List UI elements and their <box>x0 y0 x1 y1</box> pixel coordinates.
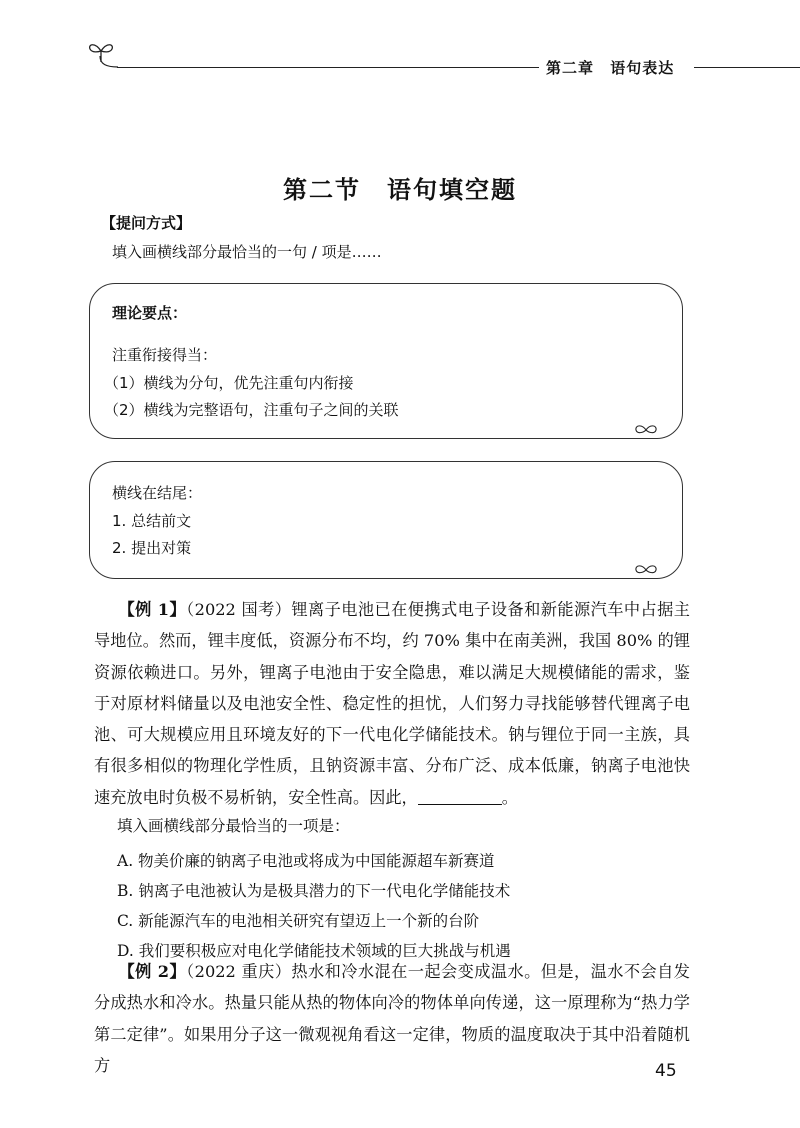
example-1-end: 。 <box>501 787 518 807</box>
header-rule-left-curve <box>98 56 118 70</box>
theory-heading: 理论要点： <box>112 304 188 322</box>
theory-line: （1）横线为分句，优先注重句内衔接 <box>104 374 354 392</box>
question-format-label: 【提问方式】 <box>101 214 192 232</box>
chapter-title: 语句表达 <box>610 59 675 77</box>
header-rule-left <box>117 67 539 68</box>
theory-line: 注重衔接得当： <box>112 346 218 364</box>
option-c[interactable]: C. 新能源汽车的电池相关研究有望迈上一个新的台阶 <box>117 912 480 930</box>
example-1-source: （2022 国考） <box>186 600 292 619</box>
example-1-prompt: 填入画横线部分最恰当的一项是： <box>117 817 350 835</box>
ending-line: 1. 总结前文 <box>112 512 192 530</box>
example-1-tag: 【例 1】 <box>118 600 187 619</box>
question-format-text: 填入画横线部分最恰当的一句 / 项是…… <box>112 243 382 261</box>
leaf-ornament-icon <box>634 564 658 576</box>
ending-blank-box <box>89 461 683 579</box>
answer-blank[interactable] <box>418 790 502 805</box>
example-2-text: 热水和冷水混在一起会变成温水。但是，温水不会自发分成热水和冷水。热量只能从热的物体向冷的物体单向传递，这一原理称为“热力学第二定律”。如果用分子这一微观视角看这一定律，物质的温度取决于其中沿着随机方 <box>94 962 690 1075</box>
ending-line: 2. 提出对策 <box>112 539 192 557</box>
option-d[interactable]: D. 我们要积极应对电化学储能技术领域的巨大挑战与机遇 <box>117 942 511 960</box>
section-title: 第二节 语句填空题 <box>283 175 517 204</box>
page-number: 45 <box>655 1061 677 1081</box>
theory-points-box <box>89 283 683 439</box>
example-2-source: （2022 重庆） <box>186 962 292 981</box>
theory-line: （2）横线为完整语句，注重句子之间的关联 <box>104 401 399 419</box>
leaf-ornament-icon <box>634 424 658 436</box>
option-b[interactable]: B. 钠离子电池被认为是极具潜力的下一代电化学储能技术 <box>117 882 511 900</box>
example-1-text: 锂离子电池已在便携式电子设备和新能源汽车中占据主导地位。然而，锂丰度低，资源分布不均，约 70% 集中在南美洲，我国 80% 的锂资源依赖进口。另外，锂离子电池由于安全隐患，难以满足大规模储能的需求，鉴于对原材料储量以及电池安全性、稳定性的担忧，人们努力寻找能够替代锂离子电池、可大规模应用且环境友好的下一代电化学储能技术。钠与锂位于同一主族，具有很多相似的物理化学性质，且钠资源丰富、分布广泛、成本低廉，钠离子电池快速充放电时负极不易析钠，安全性高。因此， <box>94 600 690 807</box>
chapter-label: 第二章 <box>546 59 595 77</box>
running-header <box>546 57 684 78</box>
example-2-tag: 【例 2】 <box>118 962 187 981</box>
header-rule-right <box>694 67 800 68</box>
example-2-paragraph <box>94 956 690 1081</box>
option-a[interactable]: A. 物美价廉的钠离子电池或将成为中国能源超车新赛道 <box>117 852 495 870</box>
example-1-paragraph <box>94 594 690 813</box>
ending-line: 横线在结尾： <box>112 484 203 502</box>
